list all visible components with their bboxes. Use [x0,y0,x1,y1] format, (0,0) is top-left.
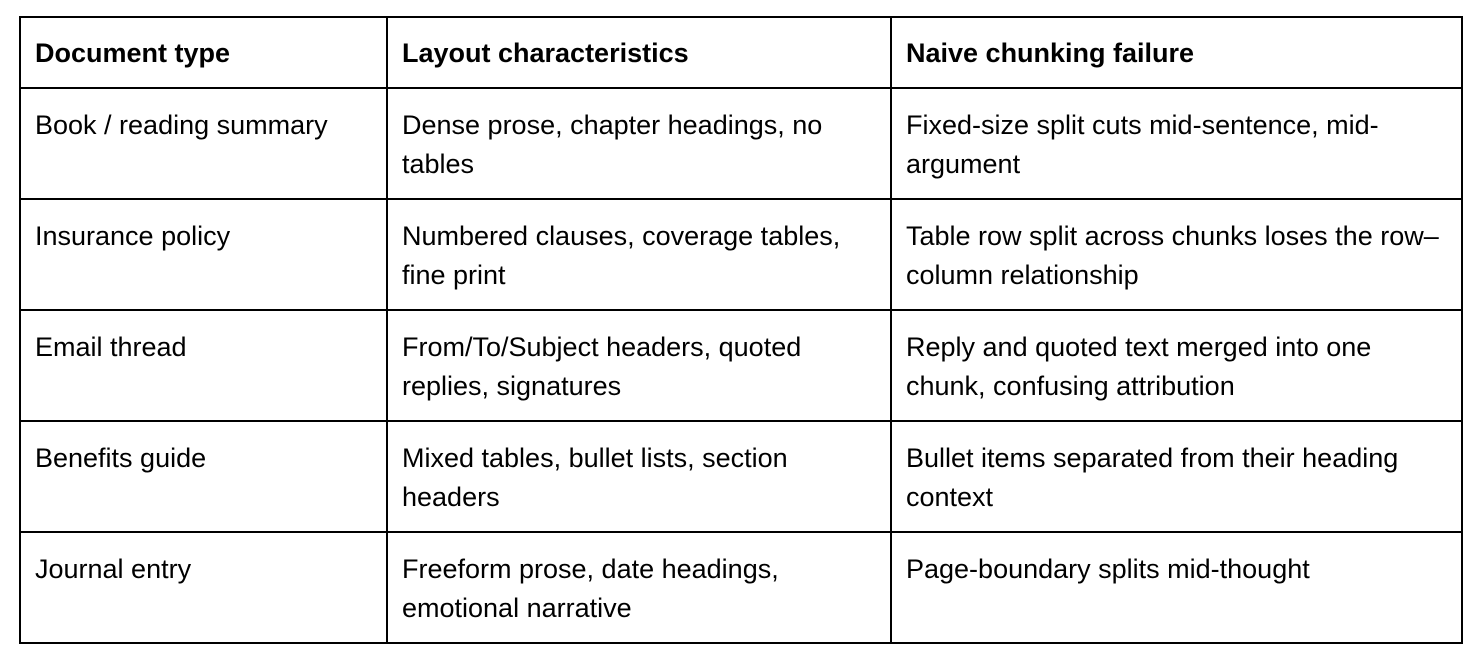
table-row [20,532,1462,643]
layout-characteristics-cell: Dense prose, chapter headings, no tables [387,88,891,199]
chunking-failure-cell: Page-boundary splits mid-thought [891,532,1462,643]
header-document-type: Document type [20,17,387,88]
layout-characteristics-cell: Freeform prose, date headings, emotional narrative [387,532,891,643]
table-header [20,17,1462,88]
table-row [20,310,1462,421]
chunking-failure-cell: Reply and quoted text merged into one chunk, confusing attribution [891,310,1462,421]
document-type-cell: Journal entry [20,532,387,643]
document-type-cell: Benefits guide [20,421,387,532]
table-body [20,88,1462,643]
chunking-failure-cell: Bullet items separated from their heading context [891,421,1462,532]
layout-characteristics-cell: Mixed tables, bullet lists, section headers [387,421,891,532]
chunking-failure-cell: Fixed-size split cuts mid-sentence, mid-argument [891,88,1462,199]
document-type-cell: Email thread [20,310,387,421]
document-chunking-table [19,16,1463,644]
table-row [20,421,1462,532]
document-type-cell: Insurance policy [20,199,387,310]
table-row [20,88,1462,199]
layout-characteristics-cell: From/To/Subject headers, quoted replies, signatures [387,310,891,421]
layout-characteristics-cell: Numbered clauses, coverage tables, fine print [387,199,891,310]
document-type-cell: Book / reading summary [20,88,387,199]
chunking-failure-cell: Table row split across chunks loses the row–column relationship [891,199,1462,310]
header-layout-characteristics: Layout characteristics [387,17,891,88]
table-row [20,199,1462,310]
header-naive-chunking-failure: Naive chunking failure [891,17,1462,88]
header-row [20,17,1462,88]
